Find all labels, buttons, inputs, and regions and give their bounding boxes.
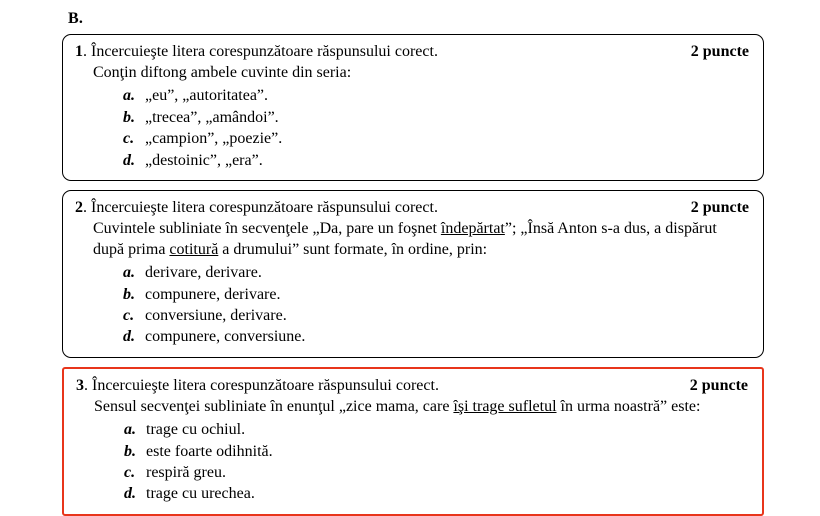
question-2-stem [93, 219, 749, 261]
choice-text: trage cu urechea. [146, 485, 255, 503]
question-2-prompt [75, 198, 438, 218]
choice-item[interactable] [123, 150, 749, 171]
question-box-1 [62, 34, 764, 181]
question-1-header [75, 42, 749, 62]
stem-part: ”; „Însă Anton s-a dus, a dispărut după prima [93, 220, 717, 259]
choice-text: compunere, conversiune. [145, 328, 306, 346]
choice-text: „destoinic”, „era”. [145, 151, 263, 169]
question-1-choices [75, 85, 749, 171]
stem-part: în urma noastră” este: [556, 398, 701, 416]
choice-item[interactable] [124, 419, 748, 440]
question-2-choices [75, 262, 749, 348]
question-box-2 [62, 190, 764, 358]
choice-letter: b. [123, 108, 135, 126]
question-box-3 [62, 367, 764, 516]
choice-item[interactable] [123, 305, 749, 326]
question-3-header [76, 376, 748, 396]
choice-item[interactable] [124, 441, 748, 462]
choice-text: „trecea”, „amândoi”. [145, 108, 279, 126]
choice-letter: c. [124, 463, 136, 481]
choice-letter: b. [123, 285, 135, 303]
stem-part: Sensul secvenţei subliniate în enunţul „zice mama, care [94, 398, 454, 416]
section-label: B. [68, 10, 84, 27]
choice-text: trage cu ochiul. [146, 421, 246, 439]
question-3-stem [94, 397, 748, 418]
question-3-prompt-text: . Încercuieşte litera corespunzătoare răspunsului corect. [84, 376, 439, 394]
choice-text: compunere, derivare. [145, 285, 281, 303]
question-1-points: 2 puncte [690, 43, 749, 60]
choice-letter: a. [124, 421, 136, 439]
choice-letter: d. [123, 328, 135, 346]
question-2-prompt-text: . Încercuieşte litera corespunzătoare răspunsului corect. [83, 199, 438, 217]
choice-item[interactable] [124, 483, 748, 504]
stem-underlined: îşi trage sufletul [453, 398, 557, 416]
question-2-header [75, 198, 749, 218]
choice-letter: a. [123, 87, 135, 105]
choice-item[interactable] [123, 107, 749, 128]
choice-item[interactable] [124, 462, 748, 483]
choice-item[interactable] [123, 128, 749, 149]
question-1-number: 1 [75, 43, 83, 60]
question-1-stem: Conţin diftong ambele cuvinte din seria: [93, 64, 352, 82]
choice-item[interactable] [123, 326, 749, 347]
stem-underlined: îndepărtat [440, 220, 505, 238]
choice-item[interactable] [123, 284, 749, 305]
question-1-prompt [75, 42, 438, 62]
question-2-number: 2 [75, 199, 83, 217]
question-2-points: 2 puncte [690, 199, 749, 217]
stem-underlined: cotitură [169, 241, 219, 259]
question-1-prompt-text: . Încercuieşte litera corespunzătoare răspunsului corect. [83, 43, 438, 60]
choice-item[interactable] [123, 85, 749, 106]
choice-letter: d. [123, 151, 135, 169]
stem-part: a drumului” sunt formate, în ordine, prin: [218, 241, 488, 259]
choice-letter: c. [123, 306, 135, 324]
question-3-points: 2 puncte [689, 376, 748, 394]
choice-item[interactable] [123, 262, 749, 283]
choice-text: respiră greu. [146, 463, 226, 481]
stem-part: Cuvintele subliniate în secvenţele „Da, pare un foşnet [93, 220, 441, 238]
choice-letter: b. [124, 442, 136, 460]
choice-letter: a. [123, 264, 135, 282]
question-3-number: 3 [76, 376, 84, 394]
question-3-prompt [76, 376, 439, 396]
choice-text: „eu”, „autoritatea”. [145, 87, 269, 105]
choice-letter: c. [123, 130, 135, 148]
choice-text: este foarte odihnită. [146, 442, 273, 460]
choice-text: „campion”, „poezie”. [145, 130, 283, 148]
choice-text: conversiune, derivare. [145, 306, 287, 324]
choice-text: derivare, derivare. [145, 264, 262, 282]
question-3-choices [76, 419, 748, 505]
choice-letter: d. [124, 485, 136, 503]
